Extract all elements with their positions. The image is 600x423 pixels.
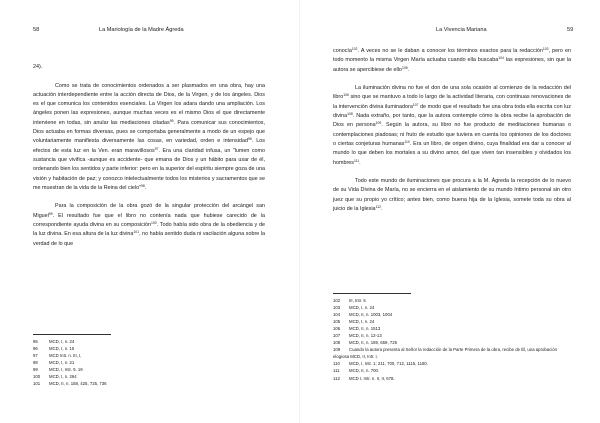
footnote-ref[interactable]: 103 [542,46,549,51]
footnote-number: 95 [33,339,38,344]
text-run: . Era una claridad infusa, un "lumen como sustancia que vivifica -aunque es accidente- que emana de Dios y un hábito para usar de él, ordenando bien los sentidos y parte inferior: pero en la superior del espíritu siempre goza de una visión y habitación de paz; y conozco intelectualmente todos los misterios y sacramentos que se me muestran de la vida de la Reina del cielo" [33,147,265,191]
footnote-ref[interactable]: 105 [401,65,408,70]
footnote [33,373,268,380]
text-run: , pero en todo momento la misma Virgen María actuaba cuando ella buscaba [333,48,571,64]
footnotes [33,338,268,387]
text-run: . A veces no se le daban a conocer los términos exactos para la redacción [357,48,543,54]
footnote-number: 109 [333,347,341,353]
footnote-text: MCD, I, n. 21 [49,360,75,366]
text-run: sino que se mantuvo a todo lo largo de la actividad literaria, con continuas renovaciones de la intervención divina iluminadora [333,94,571,110]
footnote-text: MCD, I, n. 24 [49,339,75,344]
footnote-text: MCD Intr. n. III, I, [49,353,82,359]
footnote-rule [33,334,111,335]
footnote [33,359,268,366]
footnote-number: 103 [333,305,341,311]
footnote-ref[interactable]: 95 [169,118,174,123]
paragraph [333,84,571,168]
footnote-number: 111 [333,368,340,374]
footnote-ref[interactable]: 107 [412,102,419,107]
footnote [33,338,268,345]
footnote-text: MCD I, Intr. n. II, II, 678. [349,375,395,381]
text-run: . Era un libro, de origen divino, cuya finalidad era dar a conocer al mundo lo que deben los mortales a su divino amor, del que viven tan insensibles y olvidados los hombres [333,140,571,166]
text-run: Todo este mundo de iluminaciones que procura a la M. Ágreda la recepción de lo nuevo de su Vida Divina de María, no se encierra en el aislamiento de su mundo íntimo personal sin otro juez que su propio yo crítico; antes bien, como buena hija de la Iglesia, somete toda su obra al juicio de la Iglesia [333,178,571,213]
text-run: . Nada extraño, por tanto, que la autora contemple cómo la obra recibe la aprobación de Dios en persona [333,113,571,129]
footnote-ref[interactable]: 109 [375,121,382,126]
footnote-number: 102 [333,298,341,303]
text-run: 24). [33,64,43,70]
text-run: conocía [333,48,352,54]
text-run: . [144,184,147,191]
footnote-ref[interactable]: 96 [247,137,252,142]
text-run: las expresiones, sin que la autora se apercibiese de ello [333,57,571,73]
footnote [33,366,268,373]
footnote-text: MCD, I, n. 15 [49,346,75,352]
text-run: . Según la autora, su libro no fue producto de meditaciones humanas o contemplaciones piadosas; ni fruto de estudio que tuviera en cuenta los opiniones de los doctores o ciertas conjeturas humanas [333,122,571,147]
text-run: de modo que el resultado fue una obra toda ella escrita con luz divina [333,103,571,120]
footnote-ref[interactable]: 111 [353,158,360,163]
footnote-number: 108 [333,340,341,346]
footnote-number: 107 [333,333,341,339]
text-run: Como se trata de conocimientos ordenados a ser plasmados en una obra, hay una actuación interdependiente entre la acción directa de Dios, de la Virgen, y de los ángeles. Dios es el que comunica los contenidos esenciales. La Virgen los adara dando una ampliación. Los ángeles ponen las expresiones, aunque muchas veces es el mismo Dios el que directamente interviene en todas, sin anular las mediaciones citadas [33,82,265,126]
footnote [333,297,573,304]
paragraph [333,47,571,75]
footnote-ref[interactable]: 104 [498,56,504,61]
footnote-text: Cuando la autora presenta al Señor la redacción de la Parte Primera de la obra, recibe de Él, una aprobación elogiosa MCD, II, Intr. I. [333,347,558,360]
footnote [33,345,268,352]
footnote-ref[interactable]: 106 [343,93,349,98]
footnote-number: 110 [333,361,340,367]
footnote-ref[interactable]: 110 [404,139,410,144]
footnote-ref[interactable]: 97 [154,146,159,151]
right-page [300,0,600,423]
footnote [333,304,573,311]
footnote [333,346,573,360]
body-text [333,47,571,214]
footnote [333,339,573,346]
running-head: La Mariología de la Madre Ágreda [99,27,184,33]
footnote-number: 101 [33,381,41,387]
text-run: . Los efectos de esta luz en la Ven. eran maravillosos [33,138,265,154]
footnote [333,318,573,325]
footnote-text: MCD, II, n. 1513 [349,326,381,332]
footnote-ref[interactable]: 112 [375,204,381,209]
footnote-text: MCD, II, n. 189, 659, 725 [349,340,398,346]
text-run: . El resultado fue que el libro no contenía nada que hubiese carecido de la correspondiente ayuda divina en su composición [33,212,265,229]
footnote [333,311,573,318]
footnote-number: 104 [333,312,341,318]
footnote-text: MCD, I, Intr. 9. 19 [49,367,83,373]
footnote-text: MCD, I, n. 24 [349,319,375,325]
footnote [333,325,573,332]
footnote-text: MCD, II, n. 12-13 [349,333,382,339]
footnote-rule [333,293,411,294]
footnote-text: MCD, II, n. 700. [349,368,380,374]
footnote-text: MCD, II, n. 158, 425, 725, 736 [49,381,107,387]
footnote-number: 100 [33,374,41,380]
body-text [33,63,265,249]
footnote-number: 99 [33,367,38,373]
footnote [333,360,573,367]
page-number: 59 [567,27,574,33]
text-run: La iluminación divina no fue el don de una sola ocasión al comienzo de la redacción del libro [333,85,571,101]
footnote [33,380,268,387]
paragraph [33,82,265,194]
page-number: 58 [33,27,40,33]
footnote-text: MCD, I, Intr. 1; 211, 700, 712, 1115, 1180. [349,361,428,367]
footnote-number: 112 [333,375,340,381]
footnote-ref[interactable]: 108 [347,111,353,116]
paragraph [333,177,571,214]
text-run: . [359,159,361,166]
footnote-number: 98 [33,360,38,366]
text-run: , no había sentido duda ni vacilación alguna sobre la verdad de lo que [33,231,265,247]
footnote [33,352,268,359]
footnote-text: III, Intr. 5 [349,298,366,303]
text-run: . [380,206,383,213]
footnote-ref[interactable]: 101 [133,230,140,235]
footnote-number: 105 [333,319,341,325]
footnote-ref[interactable]: 99 [48,211,53,216]
text-run: . [407,66,410,73]
paragraph [33,202,265,248]
footnote-text: MCD, I, n. 264 [49,374,77,380]
footnote [333,332,573,339]
footnote [333,375,573,382]
text-run: . Para comunicar sus conocimientos, Dios actuaba en formas diversas, pues se comportaba generalmente a modo de un espejo que voluntariamente manifiesta diversamente las cosas, en variedad, orden e intensidad [33,119,265,145]
paragraph [33,63,265,72]
running-head: La Vivencia Mariana [436,27,487,33]
text-run: Para la composición de la obra gozó de la singular protección del arcángel san Miguel [33,203,265,219]
footnote-text: MCD, I, n. 24 [349,305,375,311]
footnote-number: 106 [333,326,341,332]
footnote-ref[interactable]: 102 [351,46,358,51]
footnote-ref[interactable]: 100 [151,220,157,225]
footnote-text: MCD, II, n. 1003, 1004 [349,312,393,318]
footnote-ref[interactable]: 98 [141,183,145,188]
footnote [333,367,573,374]
footnote-number: 96 [33,346,38,352]
footnote-number: 97 [33,353,38,359]
text-run: . Todo había sido obra de la obediencia y de la luz divina. En esa altura de la luz divina [33,222,265,238]
footnotes [333,297,573,382]
